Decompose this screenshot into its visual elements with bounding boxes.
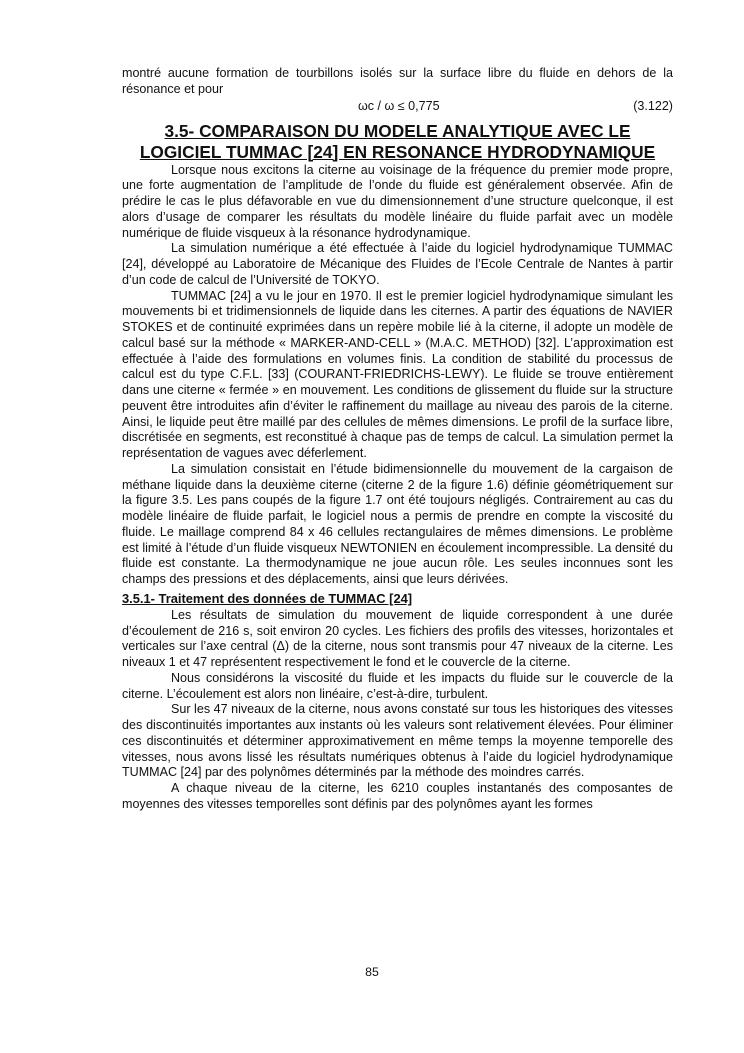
section-paragraph-4: La simulation consistait en l’étude bidimensionnelle du mouvement de la cargaison de méthane liquide dans la deuxième citerne (citerne 2 de la figure 1.6) définie géométriquement sur la figure 3.5. Les pans coupés de la figure 1.7 ont été toujours négligés. Contrairement au cas du modèle linéaire de fluide parfait, le logiciel nous a permis de prendre en compte la viscosité du fluide. Le maillage comprend 84 x 46 cellules rectangulaires de mêmes dimensions. Le problème est limité à l’étude d’un fluide visqueux NEWTONIEN en écoulement incompressible. La densité du fluide est constante. La thermodynamique ne joue aucun rôle. Les seules inconnues sont les champs des pressions et des déplacements, ainsi que leurs dérivées. <box>122 461 673 586</box>
subsection-paragraph-4: A chaque niveau de la citerne, les 6210 couples instantanés des composantes de moyennes des vitesses temporelles sont définis par des polynômes ayant les formes <box>122 781 673 811</box>
page-number: 85 <box>365 965 379 979</box>
equation-line <box>122 98 673 117</box>
subsection-paragraph-2: Nous considérons la viscosité du fluide et les impacts du fluide sur le couvercle de la citerne. L’écoulement est alors non linéaire, c’est-à-dire, turbulent. <box>122 670 673 701</box>
section-paragraph-1: Lorsque nous excitons la citerne au voisinage de la fréquence du premier mode propre, une forte augmentation de l’amplitude de l’onde du fluide est généralement observée. Afin de prédire le cas le plus défavorable en vue du dimensionnement d’une structure quelconque, il est alors d’usage de comparer les résultats du modèle linéaire du fluide parfait avec un modèle numérique de fluide visqueux à la résonance hydrodynamique. <box>122 162 673 240</box>
subsection-title: 3.5.1- Traitement des données de TUMMAC [24] <box>122 590 413 606</box>
equation: ωc / ω ≤ 0,775 <box>358 99 440 114</box>
intro-paragraph: montré aucune formation de tourbillons isolés sur la surface libre du fluide en dehors de la résonance et pour <box>122 66 673 96</box>
page-content <box>122 66 673 813</box>
subsection-paragraph-3: Sur les 47 niveaux de la citerne, nous avons constaté sur tous les historiques des vitesses des discontinuités importantes aux instants où les valeurs sont relativement élevées. Pour éliminer ces discontinuités et déterminer approximativement en même temps la moyenne temporelle des vitesses, nous avons lissé les résultats numériques obtenus à l’aide du logiciel hydrodynamique TUMMAC [24] par des polynômes déterminés par la méthode des moindres carrés. <box>122 702 673 780</box>
equation-number: (3.122) <box>633 99 673 114</box>
subsection-paragraph-1: Les résultats de simulation du mouvement de liquide correspondent à une durée d’écoulement de 216 s, soit environ 20 cycles. Les fichiers des profils des vitesses, horizontales et verticales sur l’axe central (Δ) de la citerne, nous sont transmis pour 47 niveaux de la citerne. Les niveaux 1 et 47 représentent respectivement le fond et le couvercle de la citerne. <box>122 607 673 669</box>
section-title: 3.5- COMPARAISON DU MODELE ANALYTIQUE AVEC LE LOGICIEL TUMMAC [24] EN RESONANCE HYDRODYNAMIQUE <box>139 120 656 162</box>
section-paragraph-2: La simulation numérique a été effectuée à l’aide du logiciel hydrodynamique TUMMAC [24], développé au Laboratoire de Mécanique des Fluides de l’Ecole Centrale de Nantes à partir d’un code de calcul de l’Université de TOKYO. <box>122 241 673 287</box>
section-paragraph-3: TUMMAC [24] a vu le jour en 1970. Il est le premier logiciel hydrodynamique simulant les mouvements bi et tridimensionnels de liquide dans les citernes. A partir des équations de NAVIER STOKES et de continuité exprimées dans un repère mobile lié à la citerne, il adopte un modèle de calcul basé sur la méthode « MARKER-AND-CELL » (M.A.C. METHOD) [32]. L’approximation est effectuée à l’aide des formulations en volumes finis. La condition de stabilité du processus de calcul est du type C.F.L. [33] (COURANT-FRIEDRICHS-LEWY). Le fluide se trouve entièrement dans une citerne « fermée » en mouvement. Les conditions de glissement du fluide sur la structure peuvent être introduites afin d’éviter le raffinement du maillage au niveau des parois de la citerne. Ainsi, le liquide peut être maillé par des cellules de mêmes dimensions. Le profil de la surface libre, discrétisée en segments, est reconstitué à chaque pas de temps de calcul. La simulation permet la représentation de vagues avec déferlement. <box>122 288 673 460</box>
